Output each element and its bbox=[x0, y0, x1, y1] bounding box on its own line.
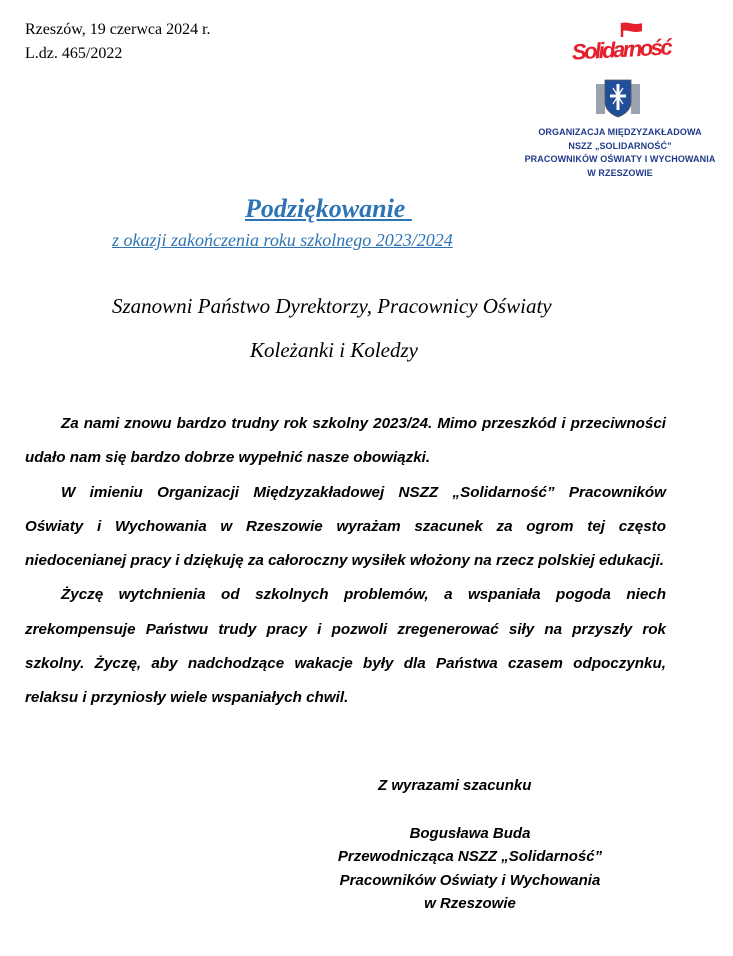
org-line: PRACOWNIKÓW OŚWIATY I WYCHOWANIA bbox=[524, 154, 716, 164]
signer-role: Przewodnicząca NSZZ „Solidarność” bbox=[337, 848, 603, 866]
signature-block bbox=[300, 822, 640, 915]
body-paragraph: Za nami znowu bardzo trudny rok szkolny 2023/24. Mimo przeszkód i przeciwności udało nam się bardzo dobrze wypełnić nasze obowiązki. bbox=[25, 415, 666, 467]
organization-name bbox=[500, 126, 733, 180]
letter-title: Podziękowanie bbox=[245, 194, 412, 223]
signer-organization: Pracowników Oświaty i Wychowania bbox=[339, 871, 601, 889]
body-paragraph: Życzę wytchnienia od szkolnych problemów, a wspaniała pogoda niech zrekompensuje Państwu trudy pracy i pozwoli zregenerować siły na przyszły rok szkolny. Życzę, aby nadchodzące wakacje były dla Państwa czasem odpoczynku, relaksu i przyniosły wiele wspaniałych chwil. bbox=[25, 586, 666, 707]
salutation-line: Szanowni Państwo Dyrektorzy, Pracownicy Oświaty bbox=[112, 294, 552, 318]
salutation-line: Koleżanki i Koledzy bbox=[250, 338, 418, 362]
letter-body bbox=[25, 407, 666, 716]
body-paragraph: W imieniu Organizacji Międzyzakładowej NSZZ „Solidarność” Pracowników Oświaty i Wychowania w Rzeszowie wyrażam szacunek za ogrom tej często niedocenianej pracy i dziękuję za całoroczny wysiłek włożony na rzecz polskiej edukacji. bbox=[25, 483, 666, 570]
signer-name: Bogusława Buda bbox=[409, 825, 531, 842]
coat-of-arms-icon bbox=[595, 78, 641, 118]
org-line: NSZZ „SOLIDARNOŚĆ” bbox=[568, 140, 672, 151]
solidarnosc-logo bbox=[562, 20, 680, 70]
signer-city: w Rzeszowie bbox=[424, 894, 516, 912]
svg-text:Solidarność: Solidarność bbox=[571, 34, 671, 65]
place-date: Rzeszów, 19 czerwca 2024 r. bbox=[25, 21, 211, 38]
org-line: W RZESZOWIE bbox=[587, 167, 653, 178]
closing-phrase: Z wyrazami szacunku bbox=[378, 777, 532, 794]
reference-number: L.dz. 465/2022 bbox=[25, 45, 123, 62]
letter-subtitle: z okazji zakończenia roku szkolnego 2023/2024 bbox=[112, 230, 453, 250]
org-line: ORGANIZACJA MIĘDZYZAKŁADOWA bbox=[538, 127, 702, 137]
